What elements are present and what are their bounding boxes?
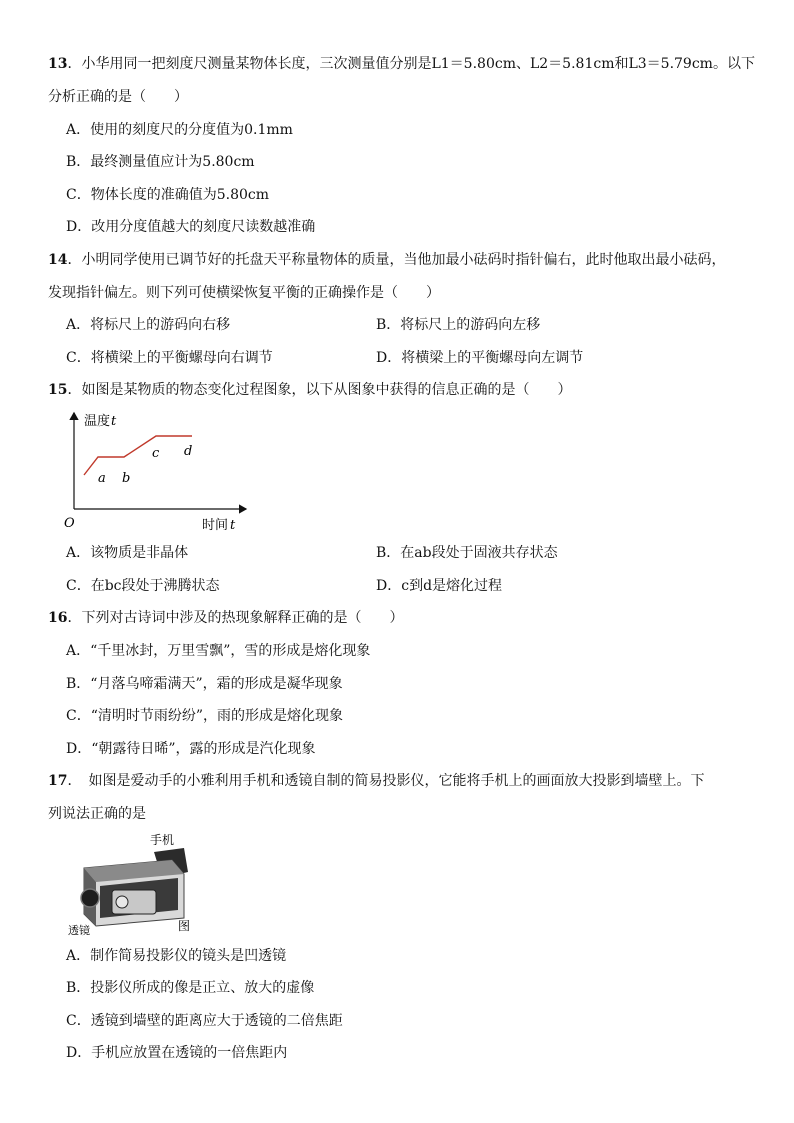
- q13-option-d[interactable]: D．改用分度值越大的刻度尺读数越准确: [66, 219, 316, 235]
- lens-circle: [116, 896, 128, 908]
- q17-option-c[interactable]: C．透镜到墙壁的距离应大于透镜的二倍焦距: [66, 1013, 343, 1029]
- q14-number: 14: [48, 252, 68, 268]
- figure-label: 图: [178, 919, 191, 933]
- q16-option-b[interactable]: B．“月落乌啼霜满天”，霜的形成是凝华现象: [66, 676, 343, 692]
- x-axis-label: 时间: [202, 518, 229, 533]
- projector-figure: [66, 830, 192, 940]
- y-axis-var: t: [111, 414, 117, 429]
- q17-option-a[interactable]: A．制作简易投影仪的镜头是凹透镜: [66, 948, 287, 964]
- q15-option-b[interactable]: B．在ab段处于固液共存状态: [376, 545, 558, 561]
- temperature-curve: [84, 436, 192, 475]
- q15-line1: 15．如图是某物质的物态变化过程图象，以下从图象中获得的信息正确的是（ ）: [48, 382, 572, 398]
- q14-option-d[interactable]: D．将横梁上的平衡螺母向左调节: [376, 350, 584, 366]
- q14-option-b[interactable]: B．将标尺上的游码向左移: [376, 317, 541, 333]
- phone-label: 手机: [150, 833, 175, 847]
- q17-option-b[interactable]: B．投影仪所成的像是正立、放大的虚像: [66, 980, 315, 996]
- q16-number: 16: [48, 610, 68, 626]
- q15-option-d[interactable]: D．c到d是熔化过程: [376, 578, 503, 594]
- y-axis-label: 温度: [84, 414, 111, 429]
- point-c: c: [152, 446, 160, 461]
- q13-option-c[interactable]: C．物体长度的准确值为5.80cm: [66, 187, 269, 203]
- q14-line1: 14．小明同学使用已调节好的托盘天平称量物体的质量，当他加最小砝码时指针偏右，此时他取出最小砝码，: [48, 252, 726, 268]
- q15-number: 15: [48, 382, 68, 398]
- q13-line1: 13．小华用同一把刻度尺测量某物体长度，三次测量值分别是L1＝5.80cm、L2＝5.81cm和L3＝5.79cm。以下: [48, 56, 755, 72]
- q16-option-c[interactable]: C．“清明时节雨纷纷”，雨的形成是熔化现象: [66, 708, 344, 724]
- point-b: b: [122, 471, 131, 486]
- q17-line2: 列说法正确的是: [48, 806, 146, 822]
- q13-line2: 分析正确的是（ ）: [48, 89, 188, 105]
- q14-option-c[interactable]: C．将横梁上的平衡螺母向右调节: [66, 350, 273, 366]
- point-a: a: [98, 471, 106, 486]
- q17-line1: 17． 如图是爱动手的小雅利用手机和透镜自制的简易投影仪，它能将手机上的画面放大投影到墙壁上。下: [48, 773, 705, 789]
- q15-option-c[interactable]: C．在bc段处于沸腾状态: [66, 578, 220, 594]
- q14-option-a[interactable]: A．将标尺上的游码向右移: [66, 317, 231, 333]
- origin-label: O: [64, 516, 75, 531]
- q13-number: 13: [48, 56, 68, 72]
- phase-change-graph: [60, 405, 260, 535]
- point-d: d: [184, 444, 193, 459]
- q17-option-d[interactable]: D．手机应放置在透镜的一倍焦距内: [66, 1045, 288, 1061]
- lens-front: [81, 889, 99, 907]
- q16-line1: 16．下列对古诗词中涉及的热现象解释正确的是（ ）: [48, 610, 404, 626]
- q13-option-a[interactable]: A．使用的刻度尺的分度值为0.1mm: [66, 122, 293, 138]
- q16-option-d[interactable]: D．“朝露待日晞”，露的形成是汽化现象: [66, 741, 316, 757]
- x-axis-var: t: [230, 518, 236, 533]
- q16-option-a[interactable]: A．“千里冰封，万里雪飘”，雪的形成是熔化现象: [66, 643, 371, 659]
- q14-line2: 发现指针偏左。则下列可使横梁恢复平衡的正确操作是（ ）: [48, 285, 440, 301]
- q17-number: 17: [48, 773, 68, 789]
- q15-option-a[interactable]: A．该物质是非晶体: [66, 545, 189, 561]
- q13-option-b[interactable]: B．最终测量值应计为5.80cm: [66, 154, 255, 170]
- lens-label: 透镜: [68, 924, 90, 937]
